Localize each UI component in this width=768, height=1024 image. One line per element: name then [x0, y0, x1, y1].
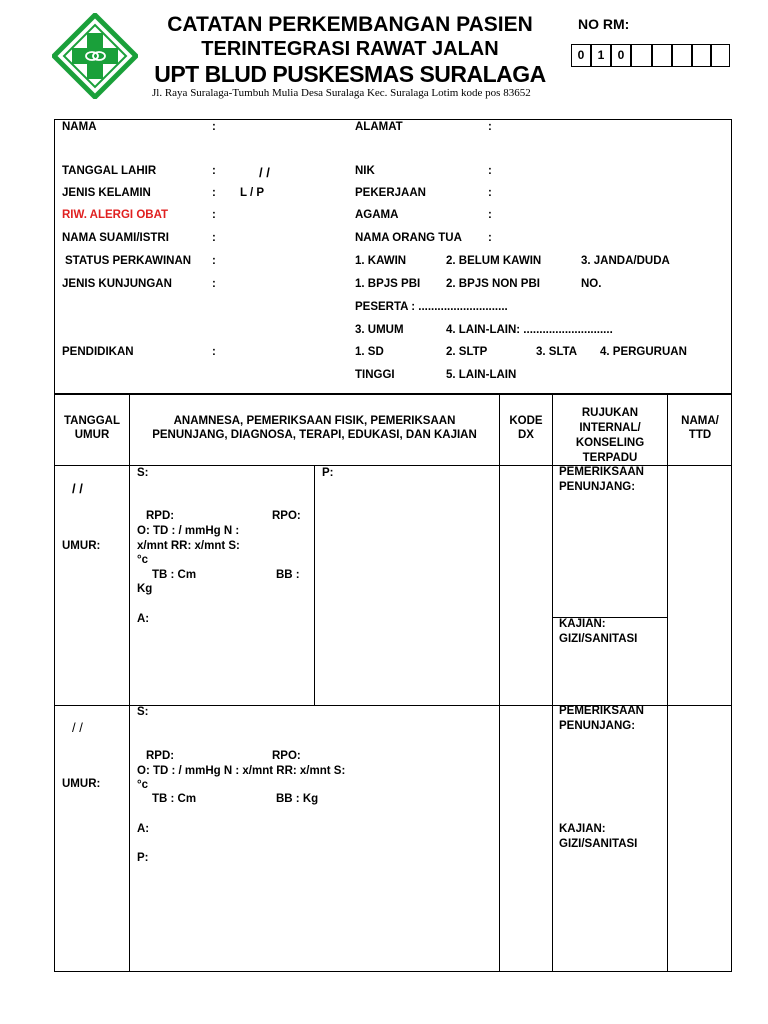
entry2-rpo[interactable]: RPO: [272, 750, 301, 762]
col-divider [552, 394, 553, 972]
colon: : [488, 209, 492, 221]
label-no: NO. [581, 278, 602, 290]
entry1-kg: Kg [137, 583, 153, 595]
option-sltp[interactable]: 2. SLTP [446, 346, 488, 358]
colon: : [212, 165, 216, 177]
entry1-rpd[interactable]: RPD: [146, 510, 175, 522]
entry1-p[interactable]: P: [322, 467, 334, 479]
th-rujukan-l1: RUJUKAN [581, 407, 639, 419]
colon: : [212, 346, 216, 358]
label-nama: NAMA [62, 121, 97, 133]
puskesmas-logo [52, 13, 138, 99]
colon: : [212, 121, 216, 133]
no-rm-digit[interactable]: 0 [571, 44, 591, 67]
th-nama-ttd [668, 414, 732, 442]
th-ttd-label: TTD [688, 429, 712, 441]
entry2-kajian: KAJIAN: [559, 823, 606, 835]
label-jenis-kelamin: JENIS KELAMIN [62, 187, 151, 199]
entry2-p[interactable]: P: [137, 852, 149, 864]
label-jenis-kunjungan: JENIS KUNJUNGAN [62, 278, 172, 290]
option-bpjs-pbi[interactable]: 1. BPJS PBI [355, 278, 421, 290]
label-pekerjaan: PEKERJAAN [355, 187, 426, 199]
entry1-gizi-sanitasi[interactable]: GIZI/SANITASI [559, 633, 638, 645]
s-p-divider [314, 465, 315, 705]
th-anamnesa [130, 414, 499, 442]
col-divider [499, 394, 500, 972]
entry1-vitals-line2[interactable]: x/mnt RR: x/mnt S: [137, 540, 240, 552]
label-alergi-obat: RIW. ALERGI OBAT [62, 209, 169, 221]
no-rm-digit[interactable] [631, 44, 652, 67]
entry1-a[interactable]: A: [137, 613, 150, 625]
col-divider [667, 394, 668, 972]
option-tinggi: TINGGI [355, 369, 395, 381]
tanggal-lahir-slashes[interactable]: / / [259, 165, 270, 180]
option-belum-kawin[interactable]: 2. BELUM KAWIN [446, 255, 542, 267]
no-rm-label: NO RM: [578, 16, 630, 32]
option-janda-duda[interactable]: 3. JANDA/DUDA [581, 255, 670, 267]
th-anamnesa-l1: ANAMNESA, PEMERIKSAAN FISIK, PEMERIKSAAN [173, 415, 456, 427]
entry1-pemeriksaan: PEMERIKSAAN [559, 466, 644, 478]
th-kode-label: KODE [509, 415, 543, 427]
colon: : [488, 187, 492, 199]
entry1-umur: UMUR: [62, 540, 101, 552]
th-rujukan [553, 406, 667, 466]
label-suami-istri: NAMA SUAMI/ISTRI [62, 232, 169, 244]
colon: : [488, 165, 492, 177]
option-slta[interactable]: 3. SLTA [536, 346, 578, 358]
entry2-umur: UMUR: [62, 778, 101, 790]
no-rm-digit[interactable] [652, 44, 672, 67]
th-kode-dx [500, 414, 552, 442]
entry2-vitals-line[interactable]: O: TD : / mmHg N : x/mnt RR: x/mnt S: [137, 765, 346, 777]
option-perguruan[interactable]: 4. PERGURUAN [600, 346, 687, 358]
entry1-s[interactable]: S: [137, 467, 149, 479]
colon: : [212, 209, 216, 221]
option-sd[interactable]: 1. SD [355, 346, 384, 358]
th-tanggal-label: TANGGAL [63, 415, 120, 427]
entry1-tb[interactable]: TB : Cm [152, 569, 197, 581]
entry2-deg: °c [137, 779, 148, 791]
th-rujukan-l4: TERPADU [582, 452, 638, 464]
entry1-rpo[interactable]: RPO: [272, 510, 301, 522]
entry1-kajian: KAJIAN: [559, 618, 606, 630]
entry1-date[interactable]: / / [72, 481, 83, 496]
option-lain-lain[interactable]: 4. LAIN-LAIN: ............................ [446, 324, 613, 336]
label-pendidikan: PENDIDIKAN [62, 346, 134, 358]
no-rm-digit[interactable]: 0 [611, 44, 631, 67]
colon: : [488, 232, 492, 244]
label-alamat: ALAMAT [355, 121, 403, 133]
label-peserta[interactable]: PESERTA : ............................ [355, 301, 508, 313]
entry2-pemeriksaan: PEMERIKSAAN [559, 705, 644, 717]
option-umum[interactable]: 3. UMUM [355, 324, 404, 336]
no-rm-digit[interactable]: 1 [591, 44, 611, 67]
gender-options[interactable]: L / P [240, 187, 265, 199]
th-umur-label: UMUR [74, 429, 110, 441]
entry1-deg: °c [137, 554, 148, 566]
th-nama-label: NAMA/ [681, 415, 719, 427]
entry2-tb[interactable]: TB : Cm [152, 793, 197, 805]
puskesmas-name: UPT BLUD PUSKESMAS SURALAGA [154, 61, 546, 87]
form-title: CATATAN PERKEMBANGAN PASIEN [167, 13, 533, 36]
th-tanggal [55, 414, 129, 442]
form-subtitle: TERINTEGRASI RAWAT JALAN [201, 38, 499, 60]
th-rujukan-l3: KONSELING [575, 437, 645, 449]
entry2-gizi-sanitasi[interactable]: GIZI/SANITASI [559, 838, 638, 850]
entry2-date[interactable]: / / [72, 720, 83, 735]
th-rujukan-l2: INTERNAL/ [579, 422, 641, 434]
entry2-bb[interactable]: BB : Kg [276, 793, 319, 805]
label-status-perkawinan: STATUS PERKAWINAN [65, 255, 192, 267]
option-pend-lain-lain[interactable]: 5. LAIN-LAIN [446, 369, 517, 381]
entry2-rpd[interactable]: RPD: [146, 750, 175, 762]
option-bpjs-non-pbi[interactable]: 2. BPJS NON PBI [446, 278, 540, 290]
no-rm-digit[interactable] [711, 44, 730, 67]
address: Jl. Raya Suralaga-Tumbuh Mulia Desa Suralaga Kec. Suralaga Lotim kode pos 83652 [152, 87, 531, 99]
label-tanggal-lahir: TANGGAL LAHIR [62, 165, 157, 177]
option-kawin[interactable]: 1. KAWIN [355, 255, 407, 267]
entry2-penunjang[interactable]: PENUNJANG: [559, 720, 636, 732]
label-nik: NIK [355, 165, 375, 177]
no-rm-digit[interactable] [692, 44, 711, 67]
entry1-vitals-line[interactable]: O: TD : / mmHg N : [137, 525, 240, 537]
colon: : [212, 232, 216, 244]
label-agama: AGAMA [355, 209, 399, 221]
colon: : [488, 121, 492, 133]
th-dx-label: DX [518, 429, 534, 441]
colon: : [212, 278, 216, 290]
entry1-bb[interactable]: BB : [276, 569, 300, 581]
no-rm-digit[interactable] [672, 44, 692, 67]
entry2-s[interactable]: S: [137, 706, 149, 718]
colon: : [212, 255, 216, 267]
entry1-penunjang[interactable]: PENUNJANG: [559, 481, 636, 493]
colon: : [212, 187, 216, 199]
col-divider [129, 394, 130, 972]
label-orang-tua: NAMA ORANG TUA [355, 232, 462, 244]
entry2-a[interactable]: A: [137, 823, 150, 835]
th-anamnesa-l2: PENUNJANG, DIAGNOSA, TERAPI, EDUKASI, DAN KAJIAN [152, 429, 477, 441]
